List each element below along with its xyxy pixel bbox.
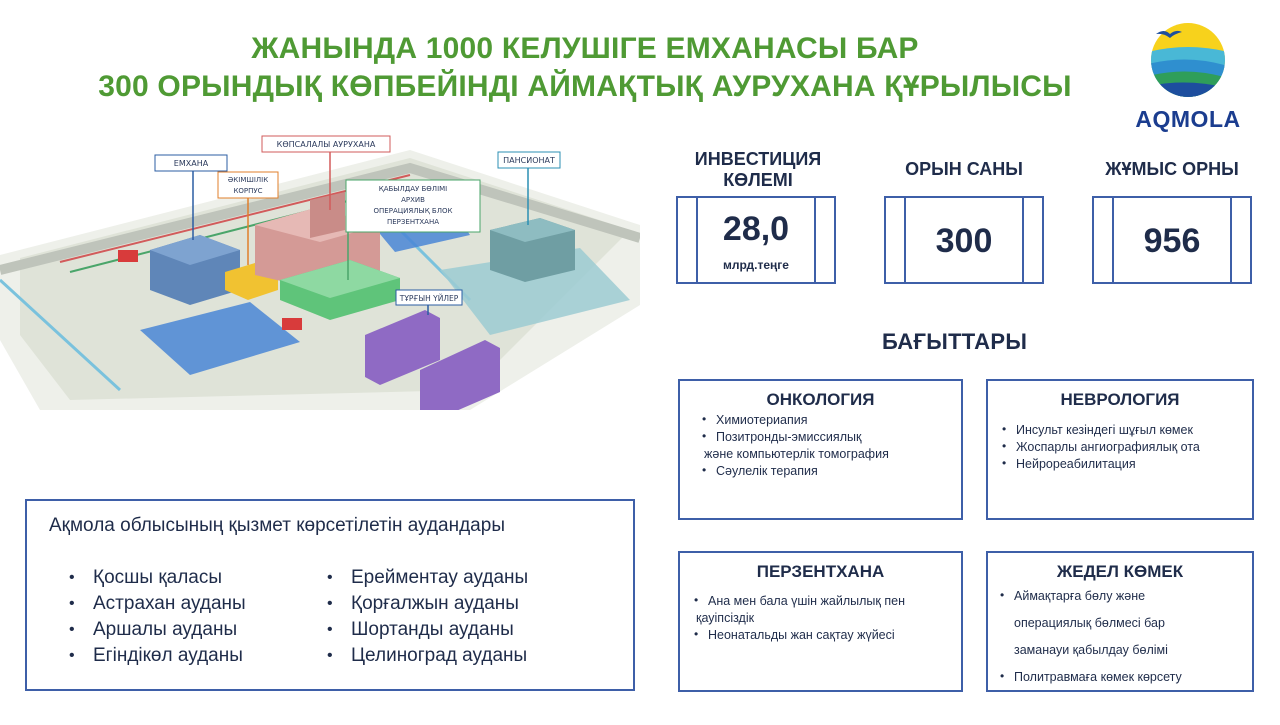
map-label-reception-1: ҚАБЫЛДАУ БӨЛІМІ — [378, 185, 448, 193]
map-label-reception-3: ОПЕРАЦИЯЛЫҚ БЛОК — [373, 207, 453, 215]
districts-column-2 — [319, 565, 528, 669]
direction-oncology-title: ОНКОЛОГИЯ — [766, 390, 875, 409]
direction-maternity-title: ПЕРЗЕНТХАНА — [756, 562, 885, 581]
metric-investment-value: 28,0 — [722, 210, 790, 248]
list-item: • Аймақтарға бөлу және — [998, 583, 1254, 610]
list-item: • Ерейментау ауданы — [319, 565, 528, 591]
list-item: • Целиноград ауданы — [319, 643, 528, 669]
metric-investment-label: ИНВЕСТИЦИЯ КӨЛЕМІ — [694, 149, 822, 190]
direction-neurology-list — [1000, 422, 1254, 473]
metric-jobs-label: ЖҰМЫС ОРНЫ — [1105, 159, 1239, 179]
metric-beds-value: 300 — [935, 222, 993, 260]
list-item: • Инсульт кезіндегі шұғыл көмек — [1000, 422, 1254, 439]
ambulance-icon — [282, 318, 302, 330]
title-line-2: 300 ОРЫНДЫҚ КӨПБЕЙІНДІ АЙМАҚТЫҚ АУРУХАНА ҚҰРЫЛЫСЫ — [98, 70, 1072, 103]
districts-column-1 — [61, 565, 246, 669]
list-item: • Шортанды ауданы — [319, 617, 528, 643]
list-item: • Позитронды-эмиссиялық — [700, 429, 960, 446]
districts-panel — [25, 499, 635, 691]
map-label-korpus: КОРПУС — [233, 187, 263, 195]
districts-title: Ақмола облысының қызмет көрсетілетін аудандары — [49, 515, 505, 536]
pansionat-building — [490, 218, 575, 282]
list-item: • Жоспарлы ангиографиялық ота — [1000, 439, 1254, 456]
map-label-admin: ӘКІМШІЛІК — [227, 176, 269, 184]
direction-neurology-card — [986, 379, 1254, 520]
direction-maternity-card — [678, 551, 963, 692]
metric-investment-box — [676, 196, 836, 284]
list-item-continued: және компьютерлік томография — [704, 447, 889, 461]
aqmola-logo — [1118, 20, 1258, 135]
direction-oncology-card — [678, 379, 963, 520]
direction-neurology-title: НЕВРОЛОГИЯ — [1060, 390, 1180, 409]
list-item-continued: операциялық бөлмесі бар — [1014, 616, 1165, 630]
list-item: • Ана мен бала үшін жайлылық пен — [692, 593, 962, 610]
map-label-reception-4: ПЕРЗЕНТХАНА — [387, 218, 439, 226]
ambulance-icon — [118, 250, 138, 262]
metric-investment-unit: млрд.теңге — [723, 258, 789, 272]
site-plan-illustration — [0, 130, 640, 410]
direction-emergency-list — [998, 583, 1254, 691]
list-item: • Егіндікөл ауданы — [61, 643, 246, 669]
logo-wordmark: AQMOLA — [1135, 106, 1241, 132]
direction-emergency-card — [986, 551, 1254, 692]
list-item: • Нейрореабилитация — [1000, 456, 1254, 473]
map-label-pansionat: ПАНСИОНАТ — [503, 156, 555, 165]
direction-oncology-list — [700, 412, 960, 480]
map-label-emhana: ЕМХАНА — [173, 159, 209, 168]
list-item-continued: заманауи қабылдау бөлімі — [1014, 643, 1168, 657]
metric-beds-box — [884, 196, 1044, 284]
list-item: • Астрахан ауданы — [61, 591, 246, 617]
map-label-reception-2: АРХИВ — [401, 196, 425, 204]
aqmola-emblem-icon — [1118, 20, 1258, 110]
metric-beds-label: ОРЫН САНЫ — [905, 159, 1023, 179]
metric-jobs-value: 956 — [1143, 222, 1201, 260]
list-item-continued: қауіпсіздік — [696, 611, 755, 625]
title-line-1: ЖАНЫНДА 1000 КЕЛУШІГЕ ЕМХАНАСЫ БАР — [251, 32, 919, 65]
directions-title: БАҒЫТТАРЫ — [882, 329, 1028, 354]
direction-emergency-title: ЖЕДЕЛ КӨМЕК — [1056, 562, 1184, 581]
list-item: • Химиотериапия — [700, 412, 960, 429]
list-item: • Политравмаға көмек көрсету — [998, 664, 1254, 691]
direction-maternity-list — [692, 593, 962, 644]
list-item: • Сәулелік терапия — [700, 463, 960, 480]
map-label-residential: ТҰРҒЫН ҮЙЛЕР — [399, 294, 459, 303]
map-label-hospital: КӨПСАЛАЛЫ АУРУХАНА — [276, 140, 376, 149]
list-item: • Қосшы қаласы — [61, 565, 246, 591]
list-item: • Неонатальды жан сақтау жүйесі — [692, 627, 962, 644]
page-title — [40, 30, 1130, 106]
list-item: • Аршалы ауданы — [61, 617, 246, 643]
metric-jobs-box — [1092, 196, 1252, 284]
list-item: • Қорғалжын ауданы — [319, 591, 528, 617]
